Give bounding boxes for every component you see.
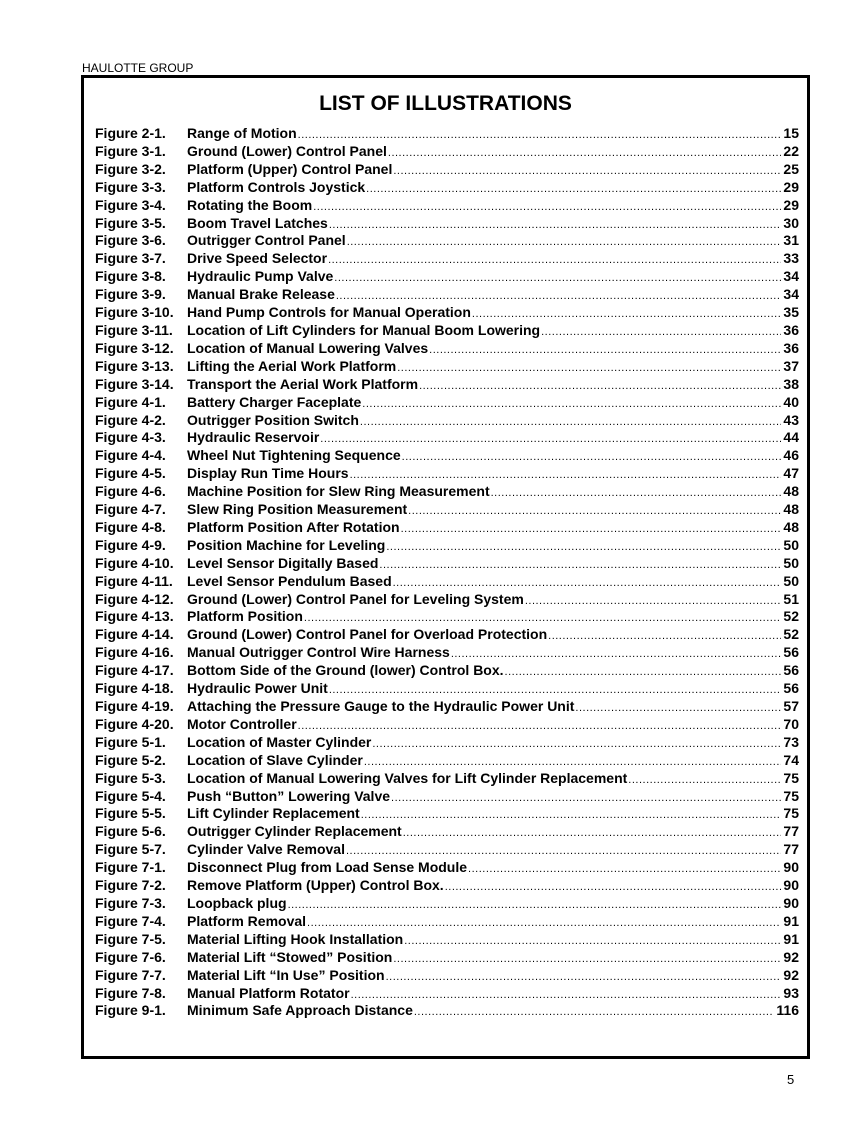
dot-leader	[548, 630, 781, 642]
figure-page-number: 48	[783, 501, 799, 518]
dot-leader	[472, 308, 782, 320]
content-frame	[81, 75, 810, 1059]
figure-title: Ground (Lower) Control Panel	[187, 142, 387, 159]
dot-leader	[386, 541, 781, 553]
figure-title: Drive Speed Selector	[187, 250, 328, 267]
figure-page-number: 29	[783, 178, 799, 195]
figure-page-number: 91	[783, 930, 799, 947]
dot-leader	[372, 738, 781, 750]
figure-title: Battery Charger Faceplate	[187, 393, 362, 410]
figure-page-number: 34	[783, 268, 799, 285]
figure-title: Hydraulic Power Unit	[187, 680, 328, 697]
dot-leader	[304, 612, 782, 624]
toc-entry[interactable]	[95, 662, 799, 680]
figure-page-number: 73	[783, 733, 799, 750]
illustrations-list	[95, 125, 799, 1020]
figure-title: Platform Controls Joystick	[187, 178, 366, 195]
dot-leader	[575, 702, 781, 714]
figure-title: Position Machine for Leveling	[187, 536, 386, 553]
figure-number: Figure 5-6.	[95, 823, 166, 840]
figure-number: Figure 2-1.	[95, 125, 166, 141]
figure-number: Figure 3-14.	[95, 375, 174, 392]
toc-entry[interactable]	[95, 1002, 799, 1020]
figure-title: Bottom Side of the Ground (lower) Control Box.	[187, 662, 504, 679]
figure-number: Figure 7-8.	[95, 984, 166, 1001]
toc-entry[interactable]	[95, 429, 799, 447]
figure-page-number: 36	[783, 339, 799, 356]
toc-entry[interactable]	[95, 949, 799, 967]
figure-title: Ground (Lower) Control Panel for Leveling System	[187, 590, 524, 607]
figure-title: Lift Cylinder Replacement	[187, 805, 360, 822]
toc-entry[interactable]	[95, 197, 799, 215]
figure-title: Loopback plug	[187, 894, 287, 911]
figure-page-number: 29	[783, 196, 799, 213]
figure-title: Manual Brake Release	[187, 286, 335, 303]
page-number: 5	[787, 1072, 795, 1087]
toc-entry[interactable]	[95, 519, 799, 537]
figure-title: Machine Position for Slew Ring Measurement	[187, 483, 490, 500]
figure-page-number: 75	[783, 805, 799, 822]
figure-page-number: 52	[783, 608, 799, 625]
dot-leader	[386, 971, 782, 983]
toc-entry[interactable]	[95, 465, 799, 483]
figure-title: Platform Removal	[187, 912, 307, 929]
figure-title: Minimum Safe Approach Distance	[187, 1002, 413, 1019]
figure-number: Figure 3-2.	[95, 160, 166, 177]
dot-leader	[397, 362, 781, 374]
figure-number: Figure 7-7.	[95, 966, 166, 983]
dot-leader	[491, 487, 782, 499]
toc-entry[interactable]	[95, 805, 799, 823]
figure-number: Figure 3-6.	[95, 232, 166, 249]
figure-page-number: 51	[783, 590, 799, 607]
figure-title: Range of Motion	[187, 125, 297, 141]
toc-entry[interactable]	[95, 501, 799, 519]
toc-entry[interactable]	[95, 250, 799, 268]
figure-page-number: 70	[783, 715, 799, 732]
toc-entry[interactable]	[95, 698, 799, 716]
toc-entry[interactable]	[95, 770, 799, 788]
toc-entry[interactable]	[95, 608, 799, 626]
figure-number: Figure 4-4.	[95, 447, 166, 464]
dot-leader	[408, 505, 781, 517]
dot-leader	[336, 290, 782, 302]
figure-number: Figure 7-3.	[95, 894, 166, 911]
figure-title: Platform (Upper) Control Panel	[187, 160, 393, 177]
figure-number: Figure 5-2.	[95, 751, 166, 768]
figure-page-number: 37	[783, 357, 799, 374]
dot-leader	[288, 899, 782, 911]
figure-page-number: 93	[783, 984, 799, 1001]
figure-number: Figure 3-11.	[95, 321, 173, 338]
figure-page-number: 52	[783, 626, 799, 643]
figure-number: Figure 5-1.	[95, 733, 166, 750]
toc-entry[interactable]	[95, 215, 799, 233]
figure-title: Attaching the Pressure Gauge to the Hydraulic Power Unit	[187, 698, 575, 714]
toc-entry[interactable]	[95, 143, 799, 161]
figure-page-number: 56	[783, 644, 799, 661]
figure-number: Figure 5-4.	[95, 787, 166, 804]
toc-entry[interactable]	[95, 716, 799, 734]
figure-title: Cylinder Valve Removal	[187, 841, 345, 858]
figure-page-number: 90	[783, 877, 799, 894]
toc-entry[interactable]	[95, 394, 799, 412]
dot-leader	[347, 236, 782, 248]
dot-leader	[328, 254, 781, 266]
figure-title: Outrigger Cylinder Replacement	[187, 823, 402, 840]
figure-title: Location of Manual Lowering Valves for Lift Cylinder Replacement	[187, 769, 628, 786]
toc-entry[interactable]	[95, 447, 799, 465]
figure-page-number: 91	[783, 912, 799, 929]
figure-number: Figure 5-5.	[95, 805, 166, 822]
figure-number: Figure 5-7.	[95, 841, 166, 858]
dot-leader	[360, 416, 782, 428]
figure-title: Motor Controller	[187, 715, 297, 732]
figure-page-number: 57	[783, 698, 799, 714]
figure-number: Figure 7-5.	[95, 930, 166, 947]
figure-page-number: 38	[783, 375, 799, 392]
toc-entry[interactable]	[95, 680, 799, 698]
figure-title: Hydraulic Reservoir	[187, 429, 320, 446]
figure-title: Ground (Lower) Control Panel for Overload Protection	[187, 626, 548, 643]
company-header: HAULOTTE GROUP	[82, 61, 194, 75]
figure-number: Figure 4-11.	[95, 572, 173, 589]
dot-leader	[362, 398, 781, 410]
figure-title: Rotating the Boom	[187, 196, 313, 213]
figure-title: Outrigger Position Switch	[187, 411, 359, 428]
dot-leader	[388, 147, 782, 159]
figure-number: Figure 4-20.	[95, 715, 174, 732]
dot-leader	[403, 827, 782, 839]
figure-number: Figure 4-1.	[95, 393, 166, 410]
figure-title: Outrigger Control Panel	[187, 232, 346, 249]
figure-page-number: 90	[783, 859, 799, 876]
figure-title: Transport the Aerial Work Platform	[187, 375, 419, 392]
dot-leader	[320, 433, 781, 445]
toc-entry[interactable]	[95, 322, 799, 340]
figure-page-number: 50	[783, 572, 799, 589]
dot-leader	[313, 201, 781, 213]
figure-page-number: 75	[783, 787, 799, 804]
figure-number: Figure 3-7.	[95, 250, 166, 267]
toc-entry[interactable]	[95, 376, 799, 394]
figure-number: Figure 3-10.	[95, 304, 174, 321]
figure-title: Location of Lift Cylinders for Manual Boom Lowering	[187, 321, 541, 338]
figure-number: Figure 7-2.	[95, 877, 166, 894]
toc-entry[interactable]	[95, 358, 799, 376]
toc-entry[interactable]	[95, 232, 799, 250]
figure-page-number: 92	[783, 948, 799, 965]
figure-page-number: 74	[783, 751, 799, 768]
figure-page-number: 77	[783, 841, 799, 858]
figure-page-number: 48	[783, 483, 799, 500]
figure-number: Figure 7-4.	[95, 912, 166, 929]
figure-title: Location of Slave Cylinder	[187, 751, 363, 768]
figure-number: Figure 4-12.	[95, 590, 174, 607]
figure-number: Figure 4-18.	[95, 680, 174, 697]
figure-title: Hand Pump Controls for Manual Operation	[187, 304, 471, 321]
dot-leader	[401, 523, 782, 535]
toc-entry[interactable]	[95, 161, 799, 179]
figure-title: Material Lift “Stowed” Position	[187, 948, 393, 965]
figure-page-number: 50	[783, 536, 799, 553]
figure-number: Figure 5-3.	[95, 769, 166, 786]
figure-page-number: 92	[783, 966, 799, 983]
figure-number: Figure 3-5.	[95, 214, 166, 231]
figure-page-number: 48	[783, 518, 799, 535]
figure-page-number: 25	[783, 160, 799, 177]
figure-title: Disconnect Plug from Load Sense Module	[187, 859, 468, 876]
dot-leader	[334, 272, 781, 284]
figure-title: Slew Ring Position Measurement	[187, 501, 408, 518]
toc-entry[interactable]	[95, 537, 799, 555]
toc-entry[interactable]	[95, 268, 799, 286]
toc-entry[interactable]	[95, 788, 799, 806]
figure-number: Figure 4-2.	[95, 411, 166, 428]
toc-entry[interactable]	[95, 913, 799, 931]
toc-entry[interactable]	[95, 125, 799, 143]
toc-entry[interactable]	[95, 841, 799, 859]
figure-title: Push “Button” Lowering Valve	[187, 787, 391, 804]
figure-page-number: 56	[783, 680, 799, 697]
figure-title: Level Sensor Pendulum Based	[187, 572, 392, 589]
figure-page-number: 75	[783, 769, 799, 786]
toc-entry[interactable]	[95, 967, 799, 985]
figure-number: Figure 4-5.	[95, 465, 166, 482]
toc-entry[interactable]	[95, 555, 799, 573]
figure-number: Figure 3-1.	[95, 142, 166, 159]
figure-number: Figure 7-1.	[95, 859, 166, 876]
figure-number: Figure 7-6.	[95, 948, 166, 965]
dot-leader	[505, 666, 782, 678]
dot-leader	[541, 326, 781, 338]
figure-title: Material Lift “In Use” Position	[187, 966, 385, 983]
figure-number: Figure 4-14.	[95, 626, 174, 643]
figure-number: Figure 4-19.	[95, 698, 174, 714]
figure-page-number: 34	[783, 286, 799, 303]
toc-entry[interactable]	[95, 877, 799, 895]
figure-number: Figure 4-7.	[95, 501, 166, 518]
figure-title: Manual Outrigger Control Wire Harness	[187, 644, 450, 661]
figure-number: Figure 4-3.	[95, 429, 166, 446]
toc-entry[interactable]	[95, 895, 799, 913]
toc-entry[interactable]	[95, 752, 799, 770]
figure-page-number: 47	[783, 465, 799, 482]
figure-page-number: 44	[783, 429, 799, 446]
figure-title: Remove Platform (Upper) Control Box.	[187, 877, 444, 894]
figure-number: Figure 3-4.	[95, 196, 166, 213]
figure-title: Platform Position After Rotation	[187, 518, 400, 535]
figure-title: Location of Master Cylinder	[187, 733, 372, 750]
toc-entry[interactable]	[95, 179, 799, 197]
figure-number: Figure 9-1.	[95, 1002, 166, 1019]
dot-leader	[329, 219, 782, 231]
figure-title: Lifting the Aerial Work Platform	[187, 357, 397, 374]
figure-title: Material Lifting Hook Installation	[187, 930, 404, 947]
figure-number: Figure 4-9.	[95, 536, 166, 553]
figure-page-number: 50	[783, 554, 799, 571]
figure-title: Display Run Time Hours	[187, 465, 349, 482]
dot-leader	[451, 648, 782, 660]
figure-number: Figure 4-13.	[95, 608, 174, 625]
figure-number: Figure 4-16.	[95, 644, 174, 661]
toc-entry[interactable]	[95, 644, 799, 662]
figure-number: Figure 4-10.	[95, 554, 174, 571]
figure-page-number: 35	[783, 304, 799, 321]
figure-number: Figure 3-12.	[95, 339, 174, 356]
figure-page-number: 46	[783, 447, 799, 464]
page-title: LIST OF ILLUSTRATIONS	[319, 92, 572, 115]
figure-title: Manual Platform Rotator	[187, 984, 350, 1001]
dot-leader	[351, 989, 782, 1001]
figure-page-number: 56	[783, 662, 799, 679]
toc-entry[interactable]	[95, 931, 799, 949]
dot-leader	[393, 165, 781, 177]
figure-page-number: 36	[783, 321, 799, 338]
figure-page-number: 31	[783, 232, 799, 249]
dot-leader	[329, 684, 782, 696]
toc-entry[interactable]	[95, 573, 799, 591]
dot-leader	[402, 451, 782, 463]
figure-title: Boom Travel Latches	[187, 214, 328, 231]
toc-entry[interactable]	[95, 626, 799, 644]
dot-leader	[366, 183, 781, 195]
dot-leader	[307, 917, 781, 929]
dot-leader	[468, 863, 781, 875]
toc-entry[interactable]	[95, 483, 799, 501]
figure-page-number: 90	[783, 894, 799, 911]
figure-page-number: 43	[783, 411, 799, 428]
dot-leader	[361, 809, 782, 821]
figure-page-number: 77	[783, 823, 799, 840]
toc-entry[interactable]	[95, 859, 799, 877]
dot-leader	[364, 756, 782, 768]
dot-leader	[379, 559, 781, 571]
dot-leader	[445, 881, 782, 893]
dot-leader	[350, 469, 782, 481]
figure-page-number: 33	[783, 250, 799, 267]
figure-page-number: 30	[783, 214, 799, 231]
toc-entry[interactable]	[95, 823, 799, 841]
dot-leader	[414, 1006, 775, 1018]
dot-leader	[419, 380, 781, 392]
dot-leader	[393, 577, 782, 589]
figure-title: Level Sensor Digitally Based	[187, 554, 379, 571]
toc-entry[interactable]	[95, 734, 799, 752]
figure-number: Figure 3-8.	[95, 268, 166, 285]
toc-entry[interactable]	[95, 304, 799, 322]
figure-number: Figure 4-8.	[95, 518, 166, 535]
dot-leader	[628, 774, 781, 786]
figure-number: Figure 3-3.	[95, 178, 166, 195]
figure-number: Figure 3-13.	[95, 357, 174, 374]
toc-entry[interactable]	[95, 286, 799, 304]
figure-number: Figure 4-17.	[95, 662, 174, 679]
toc-entry[interactable]	[95, 412, 799, 430]
figure-page-number: 22	[783, 142, 799, 159]
dot-leader	[429, 344, 781, 356]
toc-entry[interactable]	[95, 985, 799, 1003]
toc-entry[interactable]	[95, 591, 799, 609]
dot-leader	[346, 845, 781, 857]
dot-leader	[393, 953, 781, 965]
figure-title: Platform Position	[187, 608, 303, 625]
figure-title: Hydraulic Pump Valve	[187, 268, 334, 285]
figure-number: Figure 3-9.	[95, 286, 166, 303]
figure-page-number: 40	[783, 393, 799, 410]
figure-title: Location of Manual Lowering Valves	[187, 339, 429, 356]
dot-leader	[404, 935, 781, 947]
figure-page-number: 15	[783, 125, 799, 141]
toc-entry[interactable]	[95, 340, 799, 358]
dot-leader	[298, 129, 782, 141]
dot-leader	[298, 720, 782, 732]
dot-leader	[391, 792, 781, 804]
figure-title: Wheel Nut Tightening Sequence	[187, 447, 401, 464]
figure-number: Figure 4-6.	[95, 483, 166, 500]
figure-page-number: 116	[776, 1002, 799, 1019]
dot-leader	[525, 595, 782, 607]
